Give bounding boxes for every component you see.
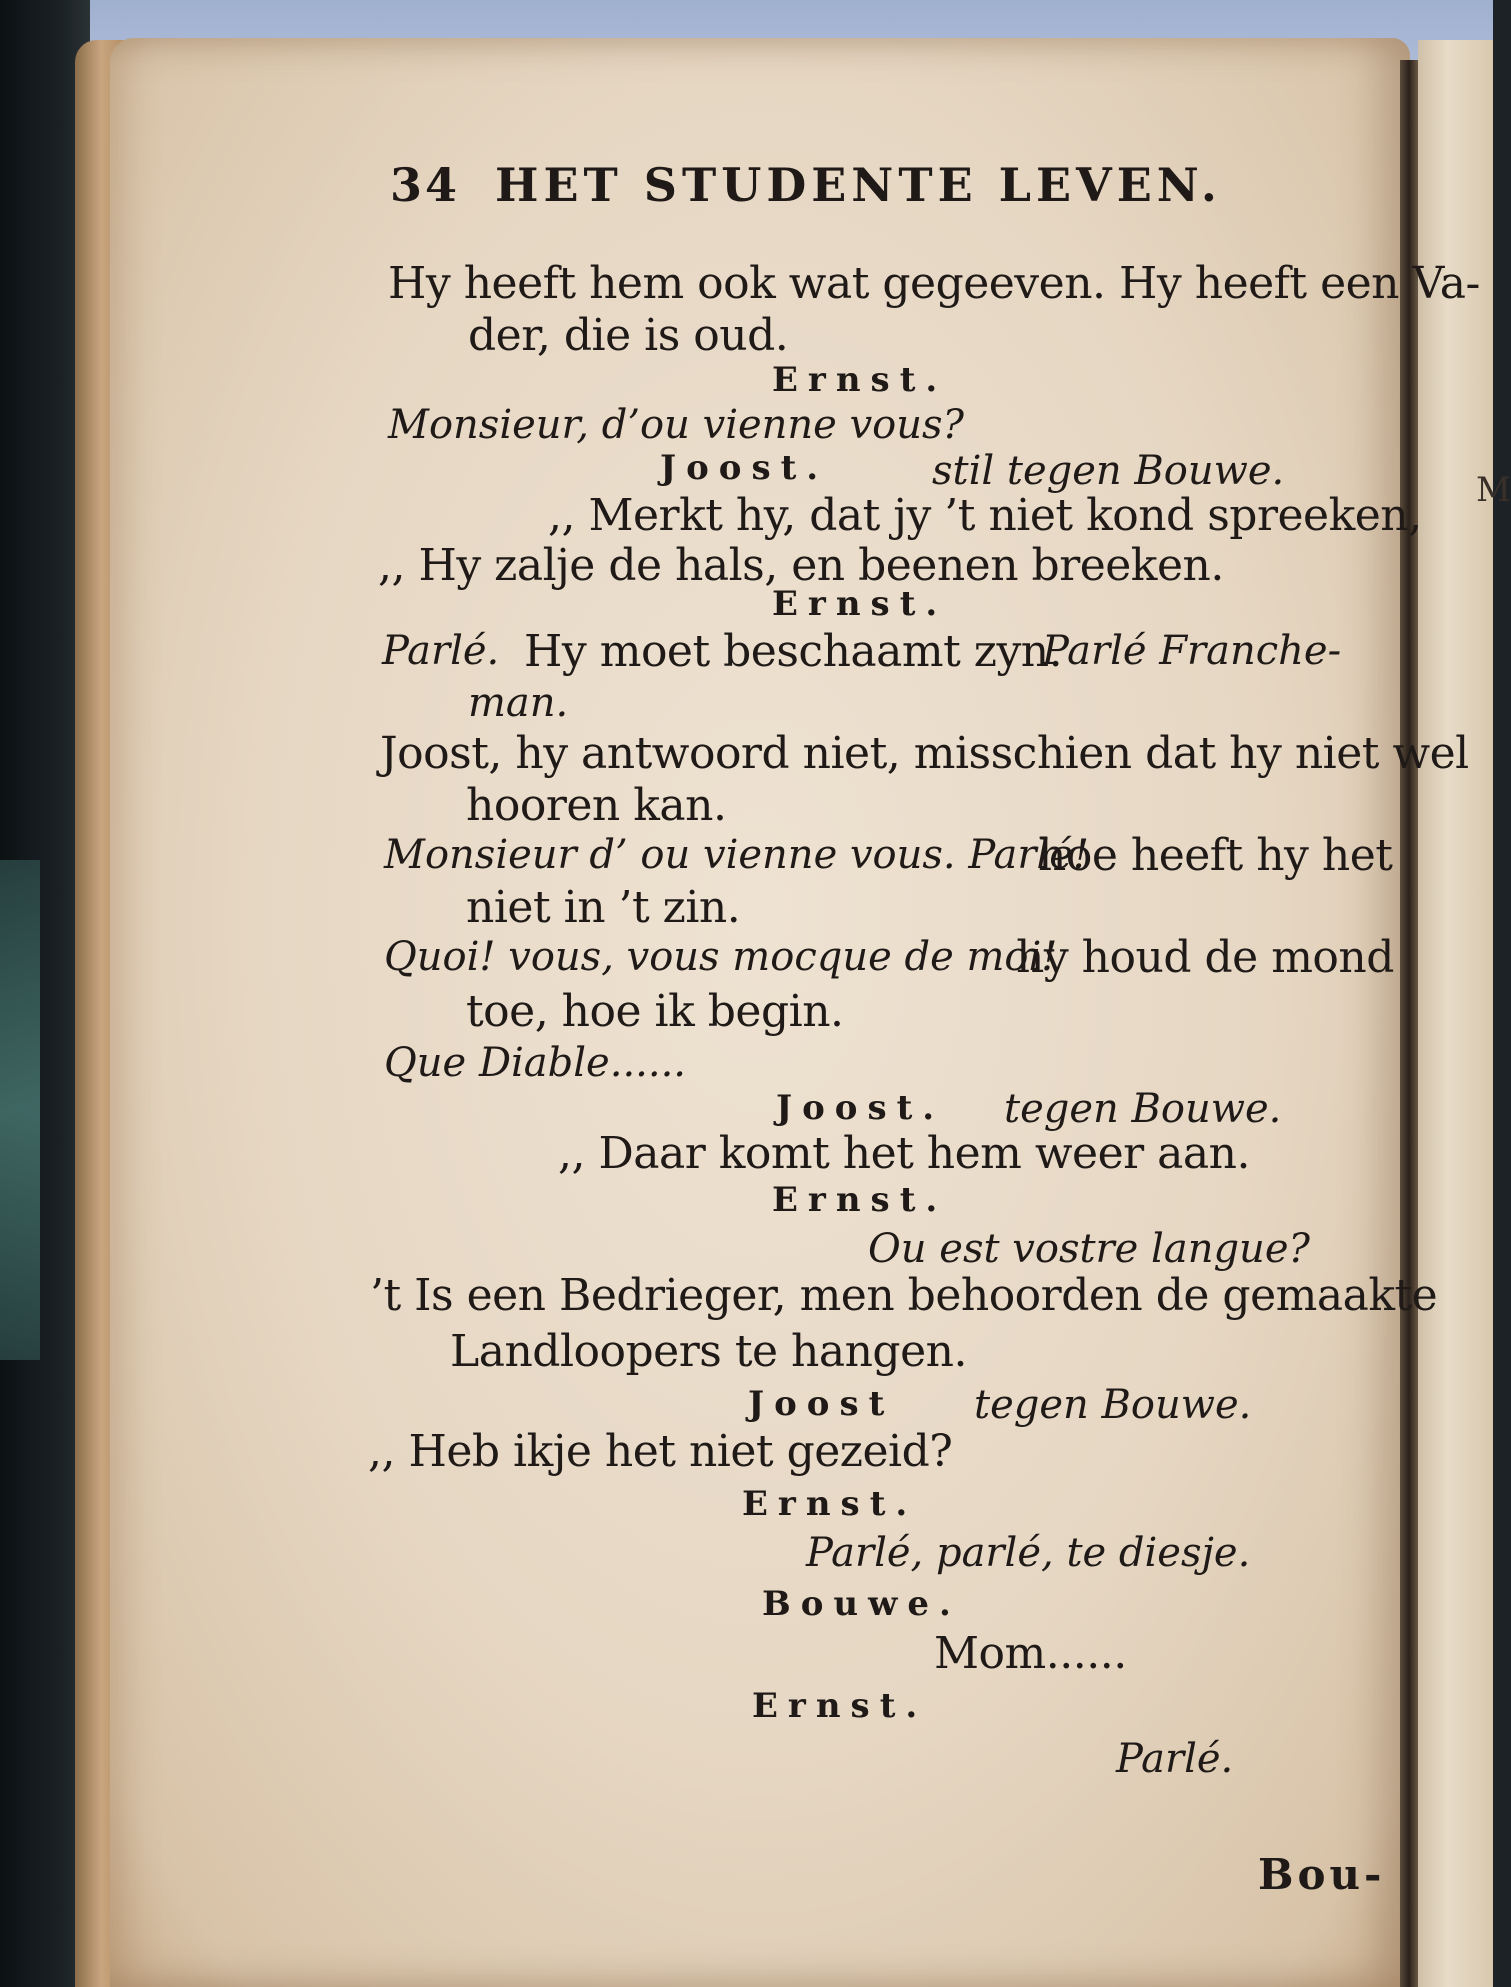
text-line: Parlé. [1116, 1736, 1234, 1782]
text-line: ,, Merkt hy, dat jy ’t niet kond spreeken, [548, 490, 1422, 541]
text-line: Que Diable...... [384, 1040, 687, 1086]
speaker-label: Ernst. [772, 360, 948, 400]
stage-direction: tegen Bouwe. [974, 1382, 1252, 1428]
speaker-label: Ernst. [772, 584, 948, 624]
text-line: ,, Heb ikje het niet gezeid? [368, 1426, 953, 1477]
text-line: Parlé Franche- [1042, 628, 1342, 674]
text-line: Hy heeft hem ook wat gegeeven. Hy heeft een Va- [388, 258, 1480, 309]
text-line: niet in ’t zin. [466, 882, 741, 933]
text-line: hoe heeft hy het [1038, 830, 1393, 881]
facing-page-edge [1418, 40, 1511, 1987]
text-line: ,, Hy zalje de hals, en beenen breeken. [378, 540, 1224, 591]
facing-page-glyph: M [1476, 470, 1511, 510]
text-line: ,, Daar komt het hem weer aan. [558, 1128, 1250, 1179]
speaker-label: Joost. [660, 448, 829, 488]
text-line: Landloopers te hangen. [450, 1326, 967, 1377]
text-line: Ou est vostre langue? [868, 1226, 1310, 1272]
text-line: Monsieur d’ ou vienne vous. Parlé! [384, 832, 1089, 878]
background-fabric [0, 860, 40, 1360]
text-line: hy houd de mond [1016, 932, 1394, 983]
text-line: Quoi! vous, vous mocque de moi! [384, 934, 1058, 980]
text-line: toe, hoe ik begin. [466, 986, 844, 1037]
text-line: Hy moet beschaamt zyn. [524, 626, 1063, 677]
text-line: hooren kan. [466, 780, 727, 831]
speaker-label: Joost. [776, 1088, 945, 1128]
text-line: Joost, hy antwoord niet, misschien dat hy niet wel [380, 728, 1469, 779]
speaker-label: Bouwe. [762, 1584, 961, 1624]
stage-direction: tegen Bouwe. [1004, 1086, 1282, 1132]
text-line: Parlé, parlé, te diesje. [806, 1530, 1251, 1576]
speaker-label: Ernst. [752, 1686, 928, 1726]
speaker-label: Ernst. [742, 1484, 918, 1524]
text-line: Monsieur, d’ou vienne vous? [388, 402, 964, 448]
text-line: ’t Is een Bedrieger, men behoorden de gemaakte [370, 1270, 1438, 1321]
catchword: Bou- [1258, 1850, 1386, 1899]
stage-direction: stil tegen Bouwe. [932, 448, 1285, 494]
text-line: Parlé. [382, 628, 500, 674]
speaker-label: Ernst. [772, 1180, 948, 1220]
page-number: 34 [390, 158, 461, 212]
text-line: Mom...... [934, 1628, 1127, 1679]
running-head: HET STUDENTE LEVEN. [495, 158, 1222, 212]
book-gutter [1400, 60, 1418, 1987]
text-line: man. [468, 680, 569, 726]
speaker-label: Joost [748, 1384, 895, 1424]
text-line: der, die is oud. [468, 310, 789, 361]
